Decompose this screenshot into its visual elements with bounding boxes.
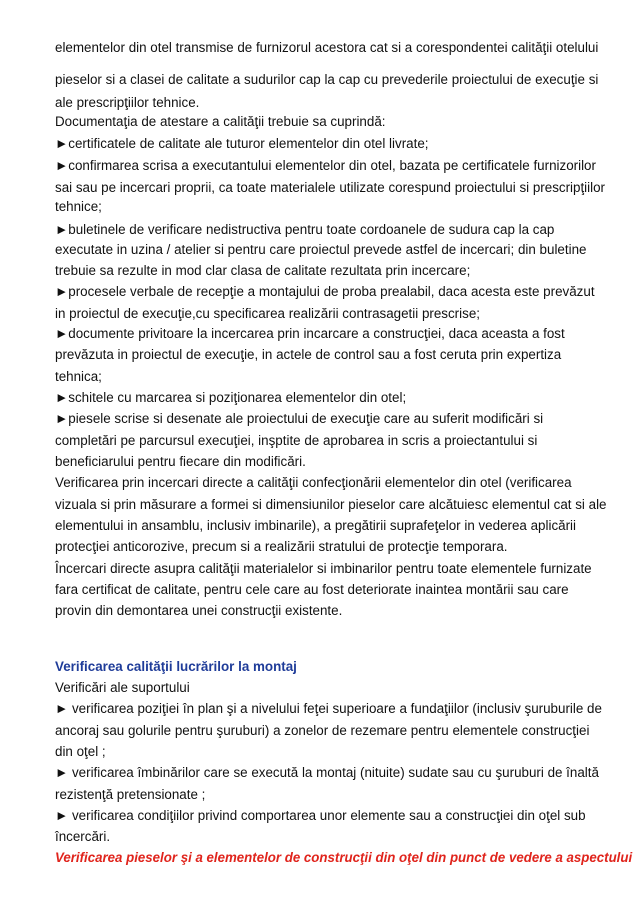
- bullet-line: ►schitele cu marcarea si poziţionarea elementelor din otel;: [55, 390, 407, 405]
- body-line: trebuie sa rezulte in mod clar clasa de calitate rezultata prin incercare;: [55, 263, 471, 278]
- body-line: tehnice;: [55, 199, 102, 214]
- body-line: rezistenţă pretensionate ;: [55, 787, 206, 802]
- bullet-line: ►procesele verbale de recepţie a montajului de proba prealabil, daca acesta este prevăzut: [55, 284, 595, 299]
- bullet-line: ►buletinele de verificare nedistructiva pentru toate cordoanele de sudura cap la cap: [55, 222, 555, 237]
- body-line: încercări.: [55, 829, 111, 844]
- bullet-line: ►certificatele de calitate ale tuturor elementelor din otel livrate;: [55, 136, 429, 151]
- body-line: pieselor si a clasei de calitate a sudurilor cap la cap cu prevederile proiectului de execuţie si: [55, 72, 599, 87]
- body-line: beneficiarului pentru fiecare din modificări.: [55, 454, 306, 469]
- body-line: din oţel ;: [55, 744, 106, 759]
- section-heading: Verificarea calităţii lucrărilor la montaj: [55, 659, 297, 674]
- bullet-line: ►piesele scrise si desenate ale proiectului de execuţie care au suferit modificări si: [55, 411, 544, 426]
- body-line: provin din demontarea unei construcţii existente.: [55, 603, 343, 618]
- bullet-line: ► verificarea îmbinărilor care se execută la montaj (nituite) sudate sau cu şuruburi de înaltă: [55, 765, 599, 780]
- bullet-line: ► verificarea condiţiilor privind comportarea unor elemente sau a construcţiei din oţel sub: [55, 808, 586, 823]
- body-line: completări pe parcursul execuţiei, inşptite de aprobarea in scris a proiectantului si: [55, 433, 538, 448]
- body-line: ale prescripţiilor tehnice.: [55, 95, 200, 110]
- body-line: fara certificat de calitate, pentru cele care au fost deteriorate inaintea montării sau care: [55, 582, 569, 597]
- body-line: ancoraj sau golurile pentru şuruburi) a zonelor de rezemare pentru elementele construcţiei: [55, 723, 590, 738]
- body-line: elementelor din otel transmise de furnizorul acestora cat si a corespondentei calităţii otelului: [55, 40, 599, 55]
- body-line: Verificarea prin incercari directe a calităţii confecţionării elementelor din otel (verificarea: [55, 475, 572, 490]
- body-line: Verificări ale suportului: [55, 680, 190, 695]
- body-line: elementului in ansamblu, inclusiv imbinarile), a pregătirii suprafeţelor in vederea aplicării: [55, 518, 576, 533]
- body-line: sai sau pe incercari proprii, ca toate materialele utilizate corespund proiectului si prescripţiilor: [55, 180, 606, 195]
- body-line: prevăzuta in proiectul de execuţie, in actele de control sau a fost ceruta prin expertiza: [55, 347, 562, 362]
- body-line: in proiectul de execuţie,cu specificarea realizării contrasagetii prescrise;: [55, 306, 480, 321]
- body-line: Documentaţia de atestare a calităţii trebuie sa cuprindă:: [55, 114, 386, 129]
- body-line: tehnica;: [55, 369, 102, 384]
- bullet-line: ►confirmarea scrisa a executantului elementelor din otel, bazata pe certificatele furnizorilor: [55, 158, 596, 173]
- body-line: protecţiei anticorozive, precum si a realizării stratului de protecţie temporara.: [55, 539, 508, 554]
- body-line: executate in uzina / atelier si pentru care proiectul prevede astfel de incercari; din buletine: [55, 242, 587, 257]
- bullet-line: ► verificarea poziţiei în plan şi a nivelului feţei superioare a fundaţiilor (inclusiv şuruburile de: [55, 701, 602, 716]
- bullet-line: ►documente privitoare la incercarea prin incarcare a construcţiei, daca aceasta a fost: [55, 326, 565, 341]
- subsection-heading: Verificarea pieselor şi a elementelor de construcţii din oţel din punct de vedere a aspectului: [55, 850, 633, 865]
- body-line: Încercari directe asupra calităţii materialelor si imbinarilor pentru toate elementele furnizate: [55, 561, 592, 576]
- body-line: vizuala si prin măsurare a formei si dimensiunilor pieselor care alcătuiesc elementul cat si ale: [55, 497, 607, 512]
